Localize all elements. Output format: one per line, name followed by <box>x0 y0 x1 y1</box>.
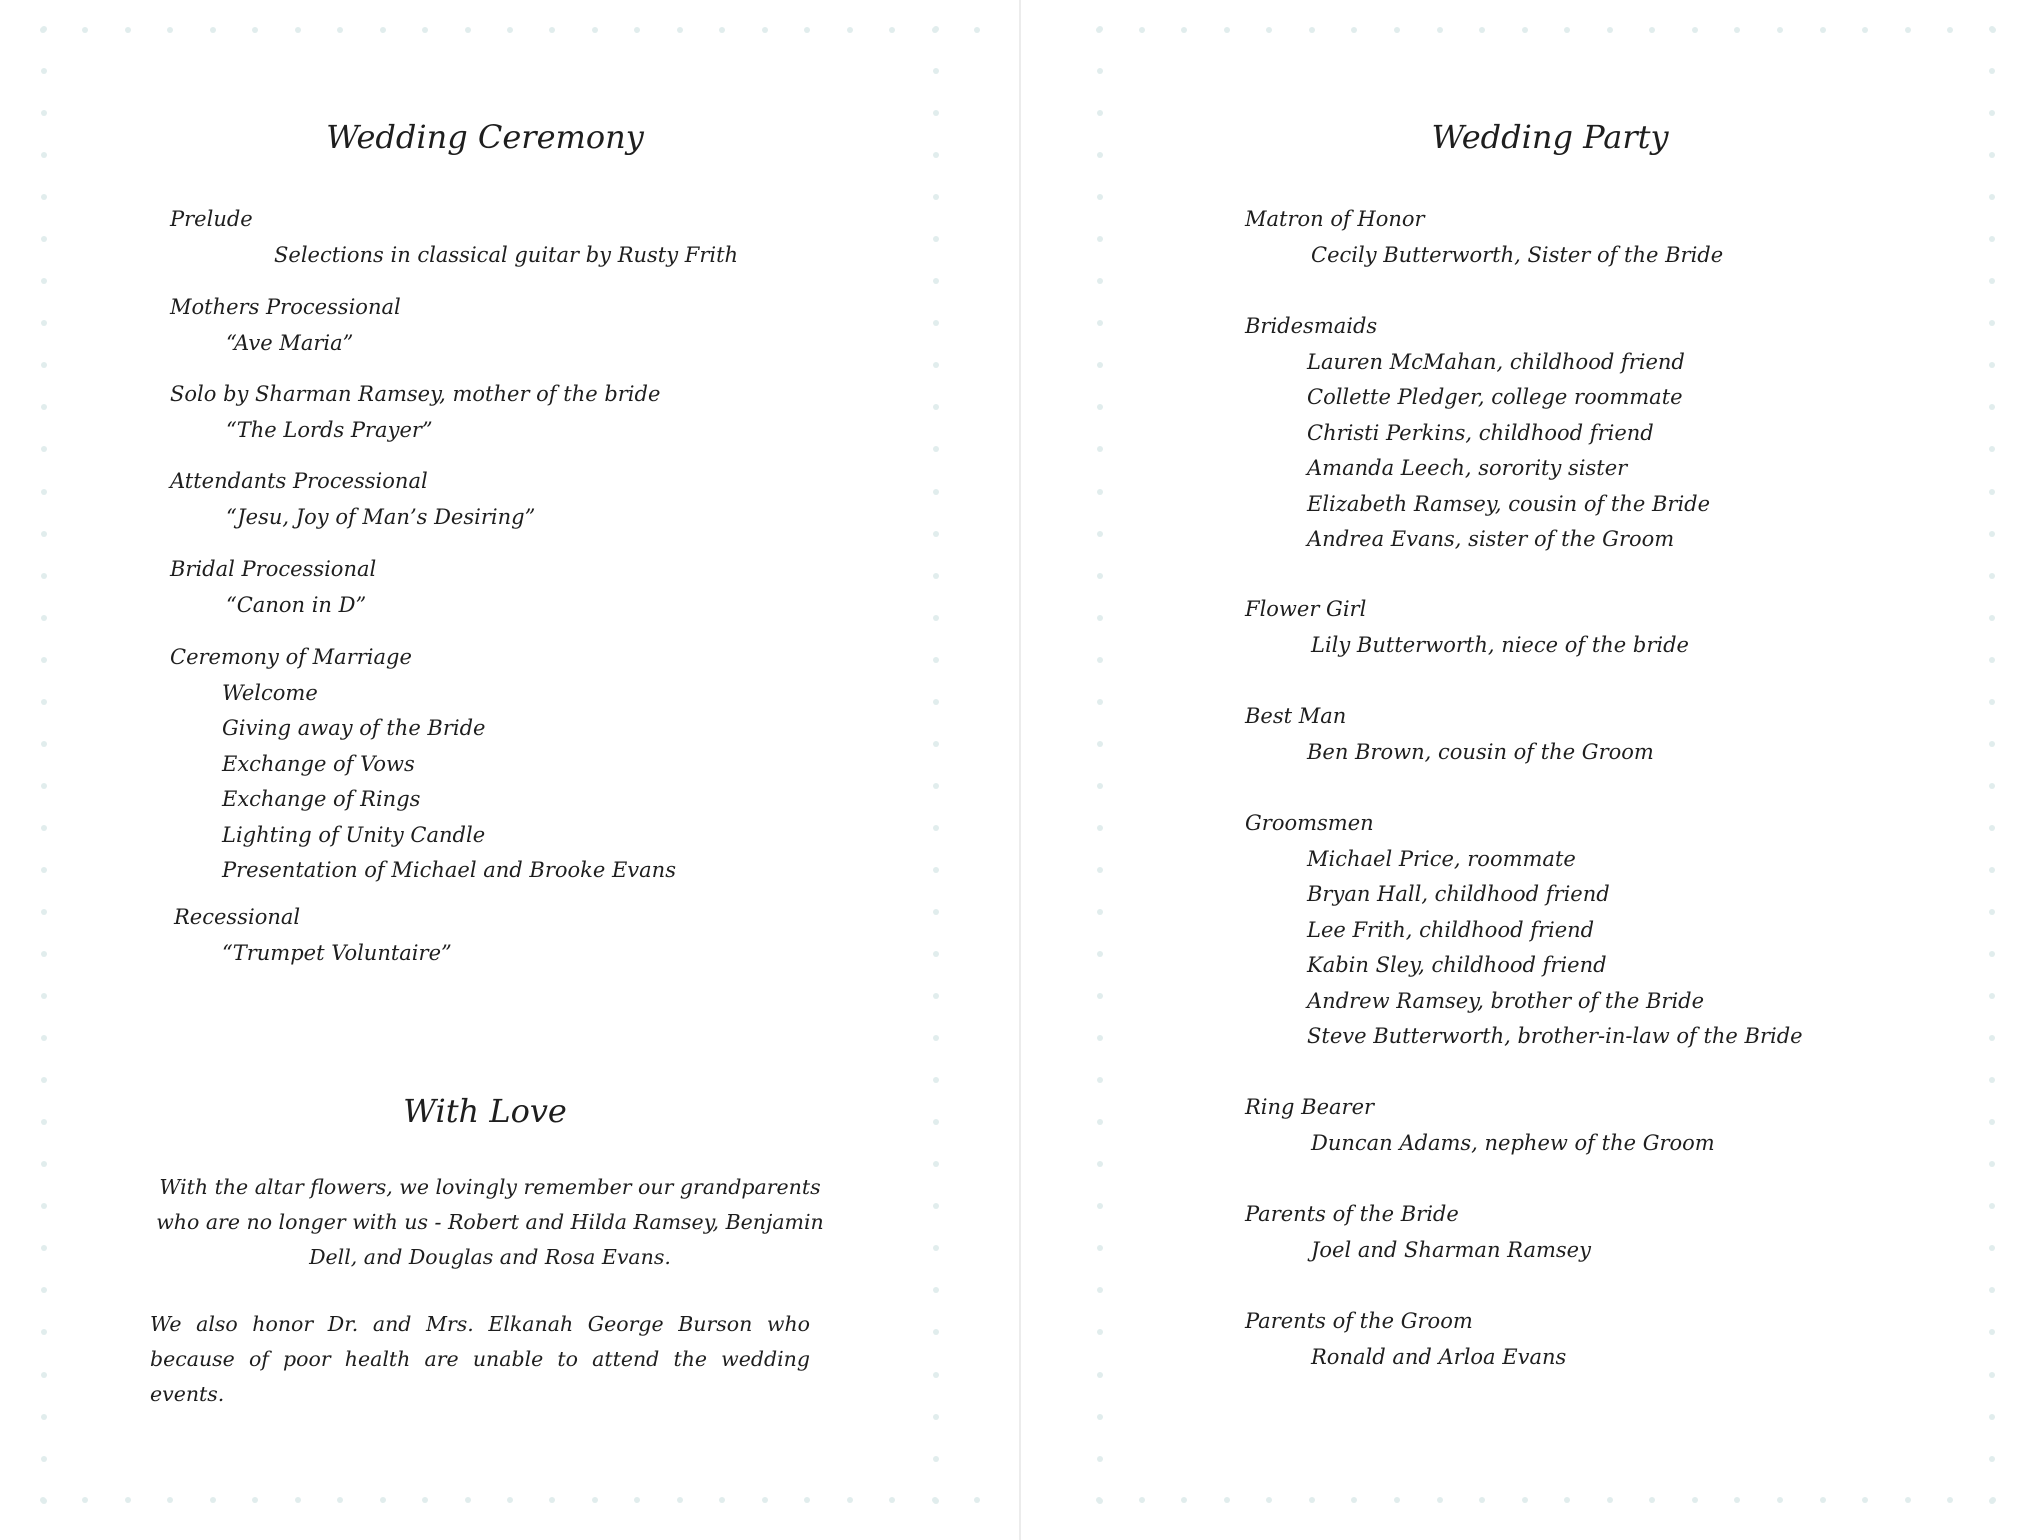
party-member: Duncan Adams, nephew of the Groom <box>1311 1130 1715 1155</box>
ceremony-item-line: Presentation of Michael and Brooke Evans <box>222 858 676 882</box>
party-role-title: Best Man <box>1245 704 1347 728</box>
ceremony-item-title: Bridal Processional <box>170 557 377 581</box>
ceremony-item-mothers-processional <box>170 290 401 361</box>
party-role-groomsmen <box>1245 806 1803 1055</box>
ceremony-item-attendants-processional <box>170 464 535 535</box>
party-member: Ben Brown, cousin of the Groom <box>1307 739 1654 764</box>
party-member: Bryan Hall, childhood friend <box>1307 882 1610 906</box>
ceremony-item-line: “Trumpet Voluntaire” <box>222 940 452 965</box>
party-role-title: Bridesmaids <box>1245 314 1378 338</box>
ceremony-heading: Wedding Ceremony <box>326 118 644 156</box>
ceremony-item-line: “Jesu, Joy of Man’s Desiring” <box>226 504 536 529</box>
ceremony-item-line: Selections in classical guitar by Rusty Frith <box>274 242 739 267</box>
party-role-flower-girl <box>1245 592 1689 663</box>
party-role-title: Flower Girl <box>1245 597 1367 621</box>
party-role-bridesmaids <box>1245 309 1710 558</box>
party-member: Christi Perkins, childhood friend <box>1307 420 1654 445</box>
party-role-matron-of-honor <box>1245 202 1723 273</box>
ceremony-item-title: Ceremony of Marriage <box>170 645 412 669</box>
party-role-ring-bearer <box>1245 1090 1715 1161</box>
party-member: Lily Butterworth, niece of the bride <box>1311 632 1689 657</box>
ceremony-item-recessional <box>174 900 452 971</box>
party-member: Amanda Leech, sorority sister <box>1307 456 1628 480</box>
party-role-title: Parents of the Bride <box>1245 1202 1459 1226</box>
ceremony-item-title: Attendants Processional <box>170 469 428 493</box>
ceremony-item-line: “Canon in D” <box>226 592 367 617</box>
ceremony-item-title: Recessional <box>174 905 301 929</box>
party-member: Joel and Sharman Ramsey <box>1311 1237 1591 1262</box>
party-role-title: Ring Bearer <box>1245 1095 1375 1119</box>
party-member: Collette Pledger, college roommate <box>1307 385 1683 409</box>
with-love-heading: With Love <box>403 1092 567 1130</box>
party-member: Cecily Butterworth, Sister of the Bride <box>1311 242 1724 267</box>
party-role-best-man <box>1245 699 1654 770</box>
party-role-title: Groomsmen <box>1245 811 1374 835</box>
ceremony-item-bridal-processional <box>170 552 376 623</box>
party-member: Ronald and Arloa Evans <box>1311 1344 1567 1369</box>
party-heading: Wedding Party <box>1431 118 1669 156</box>
party-role-title: Matron of Honor <box>1245 207 1425 231</box>
right-page <box>1020 0 2032 1540</box>
ceremony-item-title: Prelude <box>170 207 253 231</box>
party-role-parents-of-groom <box>1245 1304 1566 1375</box>
ceremony-item-title: Mothers Processional <box>170 295 401 319</box>
ceremony-item-solo <box>170 377 660 448</box>
party-role-parents-of-bride <box>1245 1197 1591 1268</box>
party-member: Andrea Evans, sister of the Groom <box>1307 527 1675 551</box>
party-member: Steve Butterworth, brother-in-law of the Bride <box>1307 1024 1803 1048</box>
ceremony-item-line: Giving away of the Bride <box>222 716 486 740</box>
ceremony-item-line: Welcome <box>222 680 318 705</box>
party-member: Elizabeth Ramsey, cousin of the Bride <box>1307 491 1711 516</box>
ceremony-item-prelude <box>170 202 738 273</box>
ceremony-item-line: Exchange of Vows <box>222 751 415 776</box>
ceremony-item-ceremony-of-marriage <box>170 640 676 889</box>
party-member: Lauren McMahan, childhood friend <box>1307 349 1685 374</box>
party-member: Lee Frith, childhood friend <box>1307 917 1595 942</box>
party-role-title: Parents of the Groom <box>1245 1309 1473 1333</box>
with-love-paragraph-2: We also honor Dr. and Mrs. Elkanah George Burson who because of poor health are unable to attend the wedding events. <box>150 1312 810 1406</box>
party-member: Andrew Ramsey, brother of the Bride <box>1307 988 1705 1013</box>
party-member: Michael Price, roommate <box>1307 846 1576 871</box>
ceremony-item-line: Lighting of Unity Candle <box>222 822 486 847</box>
ceremony-item-title: Solo by Sharman Ramsey, mother of the bride <box>170 382 661 406</box>
ceremony-item-line: Exchange of Rings <box>222 787 421 811</box>
party-member: Kabin Sley, childhood friend <box>1307 953 1607 977</box>
with-love-paragraph-1: With the altar flowers, we lovingly remember our grandparents who are no longer with us - Robert and Hilda Ramsey, Benjamin Dell, and Douglas and Rosa Evans. <box>156 1175 824 1269</box>
ceremony-item-line: “Ave Maria” <box>226 330 354 355</box>
ceremony-item-line: “The Lords Prayer” <box>226 417 433 442</box>
